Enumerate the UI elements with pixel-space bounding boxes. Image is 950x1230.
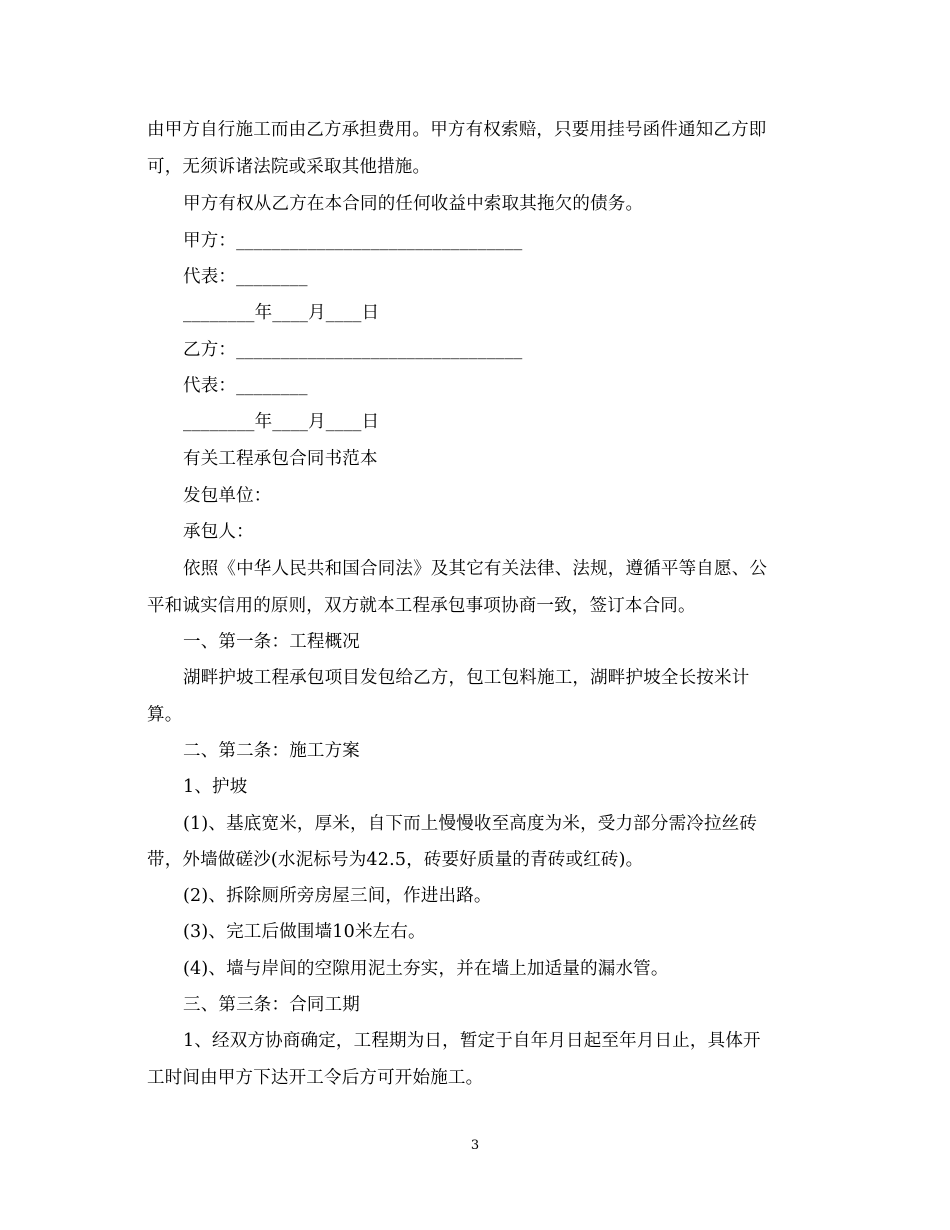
representative-line-b: 代表：________ [183,376,308,396]
list-item: 1、经双方协商确定，工程期为日，暂定于自年月日起至年月日止，具体开 [183,1031,761,1051]
paragraph-line: 算。 [147,705,183,725]
paragraph-line: 由甲方自行施工而由乙方承担费用。甲方有权索赔，只要用挂号函件通知乙方即 [147,120,767,140]
paragraph-line: 依照《中华人民共和国合同法》及其它有关法律、法规，遵循平等自愿、公 [183,559,768,579]
list-item: (3)、完工后做围墙10米左右。 [183,922,426,942]
representative-line-a: 代表：________ [183,267,308,287]
paragraph-line: 平和诚实信用的原则，双方就本工程承包事项协商一致，签订本合同。 [147,596,696,616]
paragraph-line: 甲方有权从乙方在本合同的任何收益中索取其拖欠的债务。 [183,194,644,214]
article-heading: 二、第二条：施工方案 [183,741,360,761]
paragraph-line: 湖畔护坡工程承包项目发包给乙方，包工包料施工，湖畔护坡全长按米计 [183,668,750,688]
list-item: (2)、拆除厕所旁房屋三间，作进出路。 [183,886,492,906]
date-line-b: ________年____月____日 [183,412,380,432]
signature-line-party-b: 乙方：________________________________ [183,340,523,360]
field-label: 发包单位： [183,486,272,506]
page-number: 3 [470,1138,480,1153]
field-label: 承包人： [183,522,254,542]
list-item: 1、护坡 [183,777,248,797]
list-item: (4)、墙与岸间的空隙用泥土夯实，并在墙上加适量的漏水管。 [183,959,669,979]
article-heading: 三、第三条：合同工期 [183,995,360,1015]
article-heading: 一、第一条：工程概况 [183,632,360,652]
list-item: (1)、基底宽米，厚米，自下而上慢慢收至高度为米，受力部分需冷拉丝砖 [183,814,758,834]
date-line-a: ________年____月____日 [183,303,380,323]
paragraph-line: 可，无须诉诸法院或采取其他措施。 [147,157,431,177]
paragraph-line: 工时间由甲方下达开工令后方可开始施工。 [147,1068,484,1088]
signature-line-party-a: 甲方：________________________________ [183,231,523,251]
section-title: 有关工程承包合同书范本 [183,449,378,469]
paragraph-line: 带，外墙做磋沙(水泥标号为42.5，砖要好质量的青砖或红砖)。 [147,850,644,870]
